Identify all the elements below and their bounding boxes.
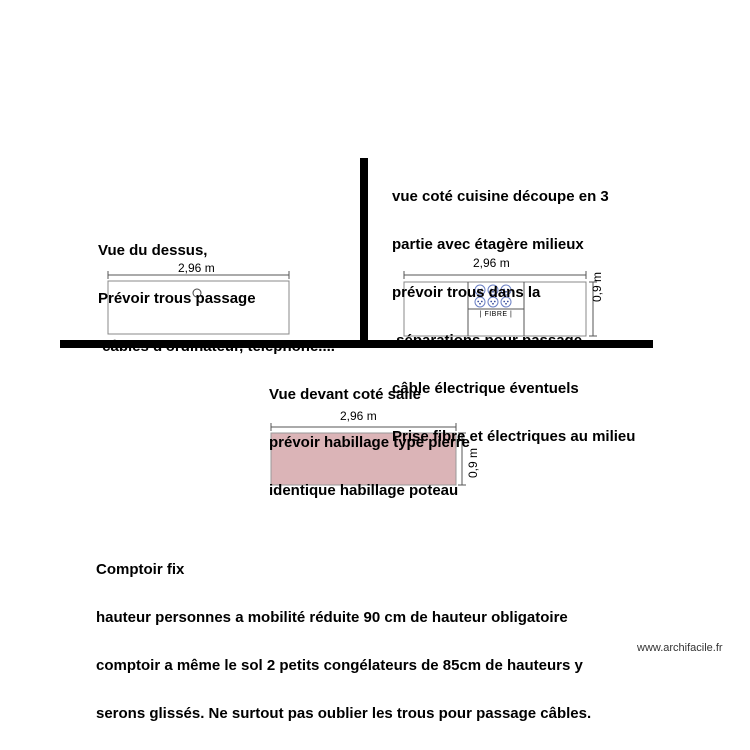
- kitchen-view-note-line: prévoir trous dans la: [392, 284, 541, 301]
- front-view-height-label: 0,9 m: [466, 447, 480, 478]
- front-view-note-line: prévoir habillage type pierre: [269, 434, 470, 451]
- front-view-note-line: identique habillage poteau: [269, 482, 459, 499]
- top-view-width-label: 2,96 m: [178, 261, 215, 275]
- front-view-note: [269, 355, 470, 515]
- kitchen-view-height-label: 0,9 m: [590, 271, 604, 302]
- counter-note-title: Comptoir fix: [96, 561, 185, 578]
- kitchen-view-note-line: partie avec étagère milieux: [392, 236, 584, 253]
- top-view-note-line: Vue du dessus,: [98, 242, 208, 259]
- top-view-note-line: câbles d'ordinateur, téléphone....: [98, 338, 335, 355]
- kitchen-view-note-line: câble électrique éventuels: [392, 380, 579, 397]
- counter-note: [96, 530, 591, 738]
- front-view-width-label: 2,96 m: [340, 409, 377, 423]
- kitchen-view-width-label: 2,96 m: [473, 256, 510, 270]
- counter-note-line: hauteur personnes a mobilité réduite 90 cm de hauteur obligatoire: [96, 609, 568, 626]
- counter-note-line: comptoir a même le sol 2 petits congélateurs de 85cm de hauteurs y: [96, 657, 583, 674]
- kitchen-view-note-line: vue coté cuisine découpe en 3: [392, 188, 609, 205]
- front-view-note-line: Vue devant coté salle: [269, 386, 422, 403]
- counter-note-line: serons glissés. Ne surtout pas oublier les trous pour passage câbles.: [96, 705, 592, 722]
- fiber-label: | FIBRE |: [479, 311, 513, 318]
- kitchen-view-note-line: Prise fibre et électriques au milieu: [392, 428, 636, 445]
- kitchen-view-note-line: séparations pour passage: [392, 332, 583, 349]
- watermark: www.archifacile.fr: [637, 642, 723, 654]
- top-view-note: [98, 211, 335, 371]
- post-wall: [360, 158, 368, 342]
- top-view-note-line: Prévoir trous passage: [98, 290, 256, 307]
